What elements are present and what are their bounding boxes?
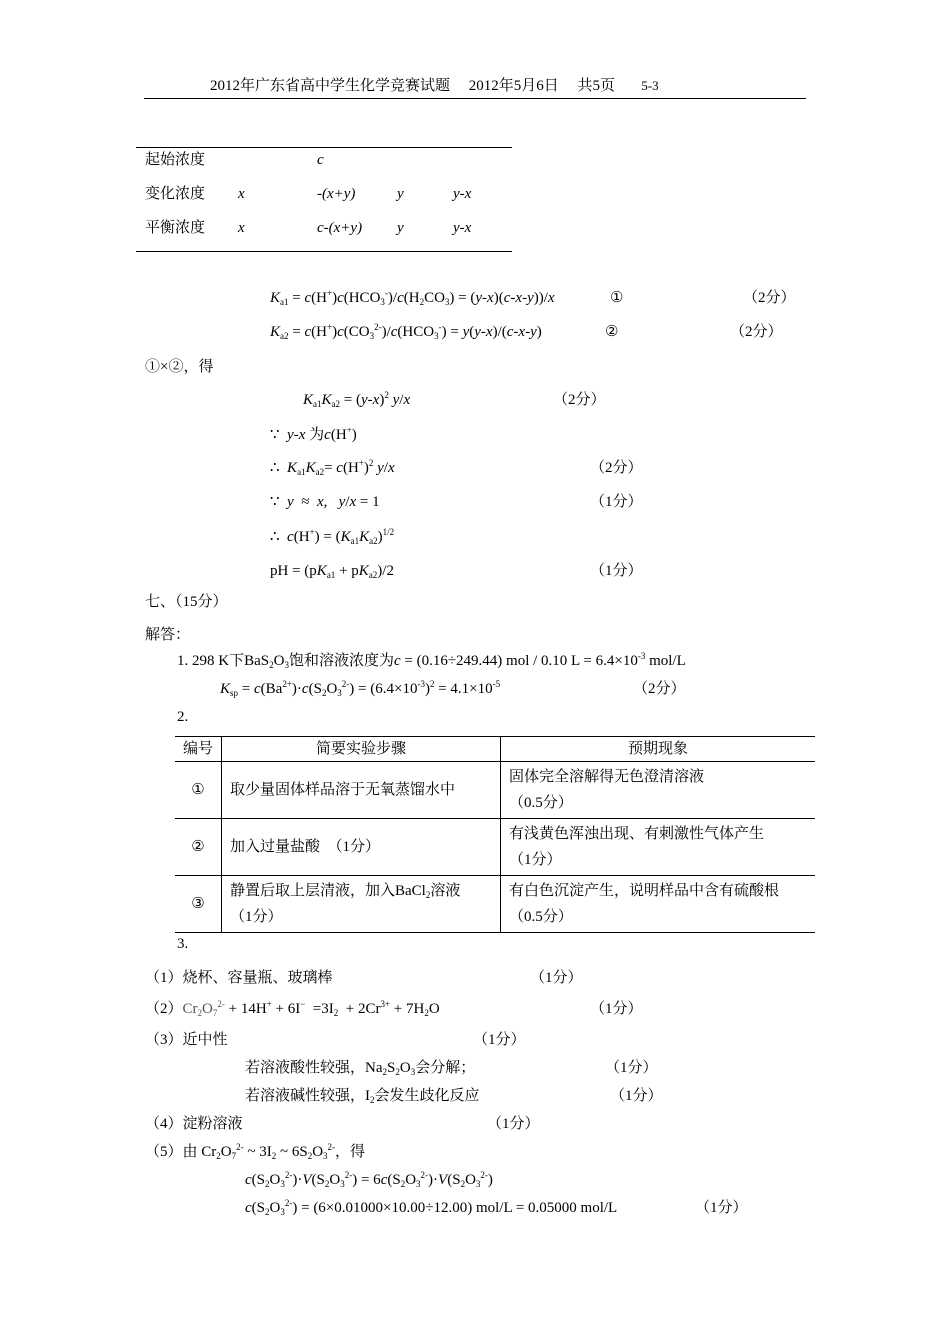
conc-table-top-rule: [136, 147, 512, 148]
conc-cell: x: [238, 220, 245, 236]
col-header-no: 编号: [175, 737, 222, 762]
sub1-text: （1）烧杯、容量瓶、玻璃棒: [145, 970, 333, 986]
q7-part1-prefix: 1. 298 K下BaS: [177, 653, 270, 669]
score: （1分）: [473, 1032, 526, 1048]
score: （2分）: [743, 290, 796, 306]
header-title: 2012年广东省高中学生化学竞赛试题: [210, 78, 451, 94]
experiment-table: [175, 736, 815, 933]
ka-product-equation: $K_{a1}K_{a2} = (y-x)^2$ y/x: [303, 390, 411, 409]
ka1-equation: $K_{a1} = c(H^+)c(HCO_3^-)/c(H_2CO_3) = (y-x)(c-x-y))/x$: [270, 288, 555, 307]
header-rule: [144, 98, 806, 99]
obs-score: （1分）: [509, 852, 562, 868]
conc-cell: y-x: [453, 186, 472, 202]
row-obs: [501, 819, 816, 876]
conc-cell: c-(x+y): [317, 220, 363, 236]
conc-cell: x: [238, 186, 245, 202]
sub5-line: （5）由 $Cr_2O_7^{2-}$ ~ $3I_2$ ~ $6S_2O_3^{2-}$，得: [145, 1142, 366, 1161]
because-text: 为: [309, 427, 325, 443]
score: （1分）: [610, 1088, 663, 1104]
score: （1分）: [487, 1116, 540, 1132]
header-pages: 共5页: [577, 78, 616, 94]
score: （2分）: [553, 392, 606, 408]
conc-cell: -(x+y): [317, 186, 356, 202]
score: （1分）: [590, 494, 643, 510]
row-no: ①: [175, 762, 222, 819]
q7-answer-label: 解答：: [145, 627, 191, 643]
sub3-base-line: 若溶液碱性较强，$I_2$会发生歧化反应: [245, 1088, 480, 1105]
obs-score: （0.5分）: [509, 795, 573, 811]
table-header-row: [175, 737, 815, 762]
q7-part1-mid: 饱和溶液浓度为: [288, 653, 394, 669]
score: （1分）: [590, 1001, 643, 1017]
score: （1分）: [590, 563, 643, 579]
step-text: 静置后取上层清液，加入BaCl: [230, 883, 426, 899]
conc-table-bottom-rule: [136, 251, 512, 252]
q7-part3-label: 3.: [177, 936, 189, 952]
ka2-equation: $K_{a2} = c(H^+)c(CO_3^{2-})/c(HCO_3^-) = y(y-x)/(c-x-y)$: [270, 322, 542, 341]
q7-part2-label: 2.: [177, 709, 189, 725]
row-obs: [501, 876, 816, 933]
sub5-label: （5）由: [145, 1144, 198, 1160]
conc-cell: y: [397, 220, 404, 236]
conc-cell: y-x: [453, 220, 472, 236]
sub3-acid-line: 若溶液酸性较强，$Na_2S_2O_3$会分解；: [245, 1060, 476, 1077]
score: （2分）: [590, 460, 643, 476]
score: （1分）: [695, 1200, 748, 1216]
q7-part1-line: 1. 298 K下$BaS_2O_3$饱和溶液浓度为c = (0.16÷249.44) mol / 0.10 $L = 6.4\times 10^{-3}$ mol/L: [177, 651, 686, 670]
table-row: [175, 819, 815, 876]
score: （2分）: [633, 681, 686, 697]
row-step: 取少量固体样品溶于无氧蒸馏水中: [222, 762, 501, 819]
therefore-line: ∴ $K_{a1}K_{a2}= c(H^+)^2$ y/x: [270, 458, 395, 477]
conc-row-label: 起始浓度: [145, 152, 206, 168]
sub4-text: （4）淀粉溶液: [145, 1116, 243, 1132]
multiply-line: ①×②，得: [145, 359, 214, 375]
sub2-label: （2）: [145, 1001, 183, 1017]
obs-text: 有浅黄色浑浊出现、有刺激性气体产生: [509, 826, 765, 842]
col-header-step: 简要实验步骤: [222, 737, 501, 762]
table-row: [175, 876, 815, 933]
score: （1分）: [530, 970, 583, 986]
page-header: [210, 79, 659, 94]
conc-row-label: 变化浓度: [145, 186, 206, 202]
because-line: ∵ y-x 为c(H+): [270, 425, 357, 443]
row-no: ②: [175, 819, 222, 876]
header-date: 2012年5月6日: [468, 78, 559, 94]
conc-cell: c: [317, 152, 324, 168]
sub5-equation-1: $c(S_2O_3^{2-})\cdot V(S_2O_3^{2-}) = 6c(S_2O_3^{2-})\cdot V(S_2O_3^{2-})$: [245, 1170, 493, 1189]
row-step: 静置后取上层清液，加入BaCl$_2$溶液 （1分）: [222, 876, 501, 933]
ka1-mark: ①: [610, 290, 624, 306]
row-obs: [501, 762, 816, 819]
table-row: [175, 762, 815, 819]
sub2-line: $(2)Cr_2O_7^{2-} + 14H^+ + 6I^- =3I_2 + 2Cr^{3+} + 7H_2O$: [145, 999, 440, 1018]
sub5-equation-2: $c(S_2O_3^{2-}) = (6\times 0.01000\times 10.00\div 12.00) mol/L = 0.05000$ mol/L: [245, 1198, 618, 1217]
ka2-mark: ②: [605, 324, 619, 340]
sub3-base-text: 若溶液碱性较强，I: [245, 1088, 370, 1104]
obs-text: 有白色沉淀产生，说明样品中含有硫酸根: [509, 883, 780, 899]
conc-row-label: 平衡浓度: [145, 220, 206, 236]
col-header-obs: 预期现象: [501, 737, 816, 762]
header-page-no: 5-3: [641, 78, 659, 93]
therefore-line-2: ∴ $c(H^+) = (K_{a1}K_{a2})^{1/2}$: [270, 527, 395, 546]
sub3-acid-text: 若溶液酸性较强，Na: [245, 1060, 383, 1076]
score: （1分）: [605, 1060, 658, 1076]
conc-cell: y: [397, 186, 404, 202]
sub3-text: （3）近中性: [145, 1032, 228, 1048]
ph-equation: pH = $(pK_{a1} + pK_{a2})/2$: [270, 563, 394, 580]
row-no: ③: [175, 876, 222, 933]
obs-score: （0.5分）: [509, 909, 573, 925]
step-score: （1分）: [230, 909, 283, 925]
sub5-tail: ，得: [335, 1144, 366, 1160]
score: （2分）: [730, 324, 783, 340]
because-line-2: ∵ y ≈ x, y/x = 1: [270, 494, 380, 510]
ksp-equation: $K_{sp} = c(Ba^{2+})\cdot c(S_2O_3^{2-}) = (6.4\times 10^{-3})^2 = 4.1\times 10^{-5}$: [220, 679, 501, 698]
row-step: 加入过量盐酸 （1分）: [222, 819, 501, 876]
q7-heading: 七、（15分）: [145, 594, 228, 610]
obs-text: 固体完全溶解得无色澄清溶液: [509, 769, 705, 785]
